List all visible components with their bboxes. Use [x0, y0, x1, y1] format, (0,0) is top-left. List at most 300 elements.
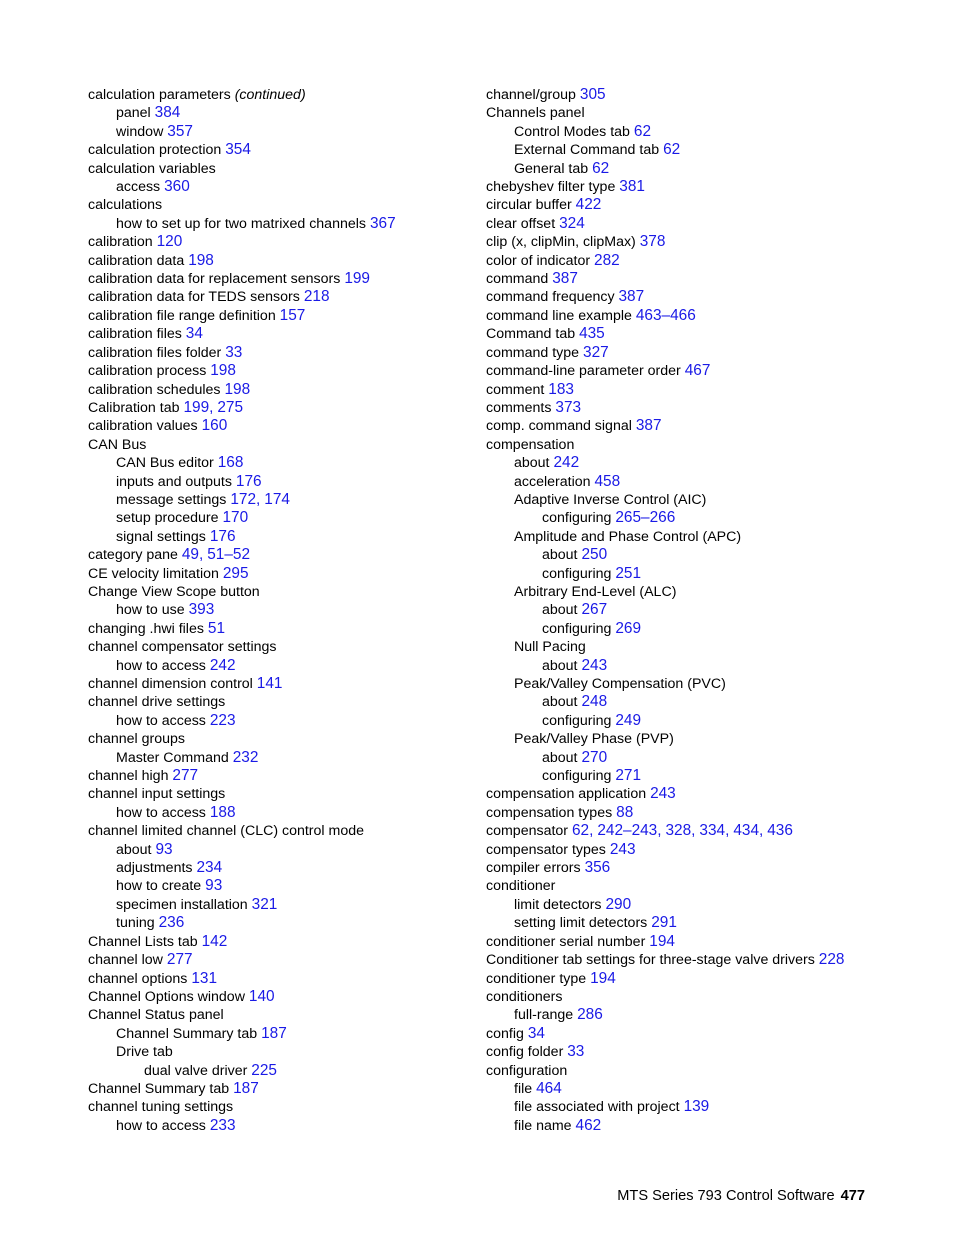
index-entry [88, 196, 468, 214]
index-entry [88, 473, 468, 491]
index-term: Arbitrary End-Level (ALC) [514, 583, 677, 600]
page-link[interactable]: 242 [553, 454, 580, 472]
page-link[interactable]: 249 [615, 711, 642, 729]
page-link[interactable]: 393 [188, 601, 215, 619]
page-link[interactable]: 334 [699, 822, 726, 840]
index-term: color of indicator [486, 252, 591, 269]
page-link[interactable]: 328 [665, 822, 692, 840]
index-entry [88, 822, 468, 840]
page-link[interactable]: 120 [156, 233, 183, 251]
index-entry [88, 804, 468, 822]
index-term: channel options [88, 970, 188, 987]
index-entry [486, 620, 926, 638]
page-link[interactable]: 277 [166, 951, 193, 969]
index-entry [486, 804, 926, 822]
index-entry [486, 1043, 926, 1061]
index-entry [88, 509, 468, 527]
page-link[interactable]: 269 [615, 619, 642, 637]
page-link[interactable]: 243 [609, 840, 636, 858]
page-link[interactable]: 194 [590, 969, 616, 987]
index-entry [486, 399, 926, 417]
page-link[interactable]: 275 [217, 398, 244, 416]
page-link[interactable]: 88 [616, 803, 634, 821]
index-term: access [116, 179, 161, 196]
index-entry [486, 546, 926, 564]
page-link[interactable]: 140 [248, 987, 275, 1005]
index-entry [486, 417, 926, 435]
page-link[interactable]: 435 [579, 325, 605, 343]
page-link[interactable]: 242–243 [597, 822, 658, 840]
index-term: calibration data for TEDS sensors [88, 289, 300, 306]
index-term: Conditioner tab settings for three-stage valve drivers [486, 952, 815, 969]
index-term: file name [514, 1117, 572, 1134]
page-link[interactable]: 236 [158, 914, 185, 932]
continued-note: (continued) [234, 87, 306, 103]
index-entry [486, 178, 926, 196]
index-term: command-line parameter order [486, 363, 681, 380]
page-link[interactable]: 250 [581, 546, 608, 564]
page-link[interactable]: 367 [369, 214, 396, 232]
page-link[interactable]: 270 [581, 748, 608, 766]
index-entry [486, 896, 926, 914]
page-link[interactable]: 228 [818, 951, 845, 969]
index-entry [88, 160, 468, 178]
index-term: compensation application [486, 786, 647, 803]
page-link[interactable]: 33 [567, 1043, 585, 1061]
index-term: configuring [542, 712, 612, 729]
index-entry [88, 583, 468, 601]
page-link[interactable]: 139 [683, 1098, 710, 1116]
index-term: CE velocity limitation [88, 565, 219, 582]
index-entry [88, 104, 468, 122]
page-link[interactable]: 93 [155, 840, 173, 858]
page-link[interactable]: 174 [264, 490, 290, 508]
index-term: clear offset [486, 215, 556, 232]
index-entry [88, 712, 468, 730]
index-entry [88, 749, 468, 767]
index-term: command type [486, 344, 580, 361]
index-entry [88, 215, 468, 233]
index-term: chebyshev filter type [486, 179, 616, 196]
index-entry [88, 730, 468, 748]
index-entry [486, 196, 926, 214]
index-term: Channels panel [486, 105, 585, 122]
index-entry [486, 1062, 926, 1080]
page-link[interactable]: 381 [619, 178, 645, 196]
page-link[interactable]: 188 [209, 803, 236, 821]
index-term: compiler errors [486, 860, 581, 877]
page-link[interactable]: 198 [188, 251, 214, 269]
index-entry [88, 785, 468, 803]
index-entry [486, 601, 926, 619]
page-link[interactable]: 305 [579, 86, 606, 103]
page-link[interactable]: 422 [575, 196, 602, 214]
index-term: setup procedure [116, 510, 219, 527]
page-link[interactable]: 176 [209, 527, 236, 545]
page-link[interactable]: 467 [684, 362, 711, 380]
index-term: window [116, 123, 164, 140]
page-number: 477 [840, 1188, 865, 1204]
page-link[interactable]: 286 [577, 1006, 603, 1024]
index-entry [88, 1098, 468, 1116]
index-entry [486, 123, 926, 141]
page-link[interactable]: 378 [639, 233, 666, 251]
page-link[interactable]: 464 [536, 1079, 562, 1097]
page-link[interactable]: 51–52 [207, 546, 251, 564]
index-entry [88, 767, 468, 785]
index-entry [88, 454, 468, 472]
index-term: adjustments [116, 860, 193, 877]
index-entry [486, 933, 926, 951]
page-link[interactable]: 131 [191, 969, 218, 987]
page-link[interactable]: 198 [224, 380, 251, 398]
page-link[interactable]: 243 [581, 656, 608, 674]
index-term: configuration [486, 1062, 568, 1079]
index-term: configuring [542, 768, 612, 785]
index-term: configuring [542, 620, 612, 637]
index-term: calibration values [88, 418, 198, 435]
index-entry [486, 491, 926, 509]
index-term: about [542, 749, 578, 766]
index-term: limit detectors [514, 896, 602, 913]
index-entry [486, 785, 926, 803]
page-footer [617, 1188, 865, 1204]
page-link[interactable]: 49 [181, 546, 199, 564]
index-term: command line example [486, 307, 632, 324]
index-term: CAN Bus editor [116, 455, 214, 472]
index-entry [88, 638, 468, 656]
page-link[interactable]: 194 [649, 932, 675, 950]
index-entry [486, 675, 926, 693]
index-entry [486, 914, 926, 932]
index-entry [88, 620, 468, 638]
index-entry: Calibration tab 199, 275 [88, 398, 244, 416]
index-term: how to access [116, 712, 206, 729]
page-link[interactable]: 93 [205, 877, 223, 895]
index-term: about [542, 694, 578, 711]
index-entry [486, 270, 926, 288]
index-term: how to set up for two matrixed channels [116, 215, 366, 232]
index-term: config folder [486, 1044, 564, 1061]
index-term: specimen installation [116, 896, 248, 913]
page-link[interactable]: 176 [235, 472, 262, 490]
index-term: compensator [486, 823, 569, 840]
index-term: command [486, 271, 549, 288]
index-entry [88, 325, 468, 343]
index-term: config [486, 1025, 524, 1042]
index-entry [486, 712, 926, 730]
index-term: calibration data [88, 252, 185, 269]
index-term: conditioner [486, 878, 556, 895]
index-term: Adaptive Inverse Control (AIC) [514, 491, 707, 508]
page-link[interactable]: 234 [196, 859, 223, 877]
index-term: calibration schedules [88, 381, 221, 398]
page-link[interactable]: 233 [209, 1116, 236, 1134]
index-term: General tab [514, 160, 589, 177]
page-link[interactable]: 33 [225, 343, 243, 361]
index-term: message settings [116, 491, 227, 508]
index-term: comment [486, 381, 545, 398]
index-term: Master Command [116, 749, 229, 766]
index-term: Drive tab [116, 1044, 173, 1061]
index-term: tuning [116, 915, 155, 932]
index-entry [88, 1025, 468, 1043]
page-link[interactable]: 458 [594, 472, 621, 490]
index-entry [486, 509, 926, 527]
index-term: how to access [116, 657, 206, 674]
index-term: calculations [88, 197, 163, 214]
page-link[interactable]: 62 [592, 159, 610, 177]
index-entry [88, 178, 468, 196]
index-term: compensation types [486, 804, 613, 821]
index-term: Change View Scope button [88, 583, 260, 600]
index-term: Channel Options window [88, 988, 245, 1005]
index-entry [486, 528, 926, 546]
index-term: acceleration [514, 473, 591, 490]
index-term: compensator types [486, 841, 606, 858]
index-entry [88, 988, 468, 1006]
index-entry [486, 730, 926, 748]
index-entry [88, 914, 468, 932]
page-link[interactable]: 267 [581, 601, 608, 619]
index-term: circular buffer [486, 197, 572, 214]
index-entry [88, 933, 468, 951]
page-link[interactable]: 225 [251, 1061, 277, 1079]
page-link[interactable]: 463–466 [635, 306, 696, 324]
page-link[interactable]: 387 [618, 288, 645, 306]
index-term: about [542, 657, 578, 674]
index-entry [88, 1043, 468, 1061]
index-entry [88, 288, 468, 306]
page-link[interactable]: 271 [615, 767, 642, 785]
index-entry [486, 638, 926, 656]
index-entry [486, 325, 926, 343]
page-link[interactable]: 199 [344, 270, 370, 288]
page-link[interactable]: 218 [303, 288, 330, 306]
index-term: comments [486, 399, 552, 416]
page-link[interactable]: 462 [575, 1116, 602, 1134]
index-entry: compensator 62, 242–243, 328, 334, 434, 436 [486, 822, 793, 840]
page-link[interactable]: 160 [201, 417, 228, 435]
index-entry [88, 601, 468, 619]
index-entry [486, 381, 926, 399]
page-link[interactable]: 187 [233, 1079, 259, 1097]
page-link[interactable]: 170 [222, 509, 249, 527]
index-entry [486, 473, 926, 491]
index-entry [88, 362, 468, 380]
index-entry [486, 951, 926, 969]
index-entry [486, 454, 926, 472]
page-link[interactable]: 327 [583, 343, 609, 361]
page-link[interactable]: 354 [225, 141, 251, 159]
page-link[interactable]: 62 [571, 822, 590, 840]
index-entry [88, 859, 468, 877]
index-entry [486, 160, 926, 178]
index-term: channel tuning settings [88, 1099, 234, 1116]
page-link[interactable]: 232 [232, 748, 259, 766]
index-term: channel dimension control [88, 676, 253, 692]
index-entry [88, 970, 468, 988]
page-link[interactable]: 387 [635, 417, 662, 435]
index-term: conditioner serial number [486, 933, 646, 950]
index-entry: message settings 172, 174 [116, 490, 290, 508]
index-entry [88, 1117, 468, 1135]
index-term: about [514, 455, 550, 472]
index-term: changing .hwi files [88, 620, 204, 637]
index-term: channel high [88, 768, 169, 785]
index-term: Channel Summary tab [116, 1025, 258, 1042]
index-entry [486, 693, 926, 711]
index-term: Null Pacing [514, 639, 586, 656]
index-term: category pane [88, 547, 178, 564]
page-link[interactable]: 357 [167, 122, 193, 140]
page-link[interactable]: 242 [209, 656, 236, 674]
page-link[interactable]: 251 [615, 564, 642, 582]
index-term: Calibration tab [88, 399, 180, 416]
page-link[interactable]: 34 [527, 1024, 545, 1042]
index-term: calibration files [88, 326, 182, 343]
index-entry [486, 288, 926, 306]
index-term: Peak/Valley Compensation (PVC) [514, 676, 726, 692]
index-term: panel [116, 105, 151, 122]
index-term: how to create [116, 878, 202, 895]
index-term: how to use [116, 602, 185, 619]
page-link[interactable]: 248 [581, 693, 608, 711]
index-term: External Command tab [514, 142, 660, 159]
index-entry [486, 86, 926, 104]
footer-title: MTS Series 793 Control Software [617, 1188, 835, 1204]
index-entry [486, 657, 926, 675]
page-link[interactable]: 168 [217, 454, 244, 472]
page-link[interactable]: 187 [261, 1024, 287, 1042]
index-term: full-range [514, 1007, 574, 1024]
index-entry [486, 988, 926, 1006]
index-entry [486, 749, 926, 767]
index-term: Channel Lists tab [88, 933, 198, 950]
index-term: Channel Summary tab [88, 1080, 230, 1097]
index-entry [88, 1006, 468, 1024]
index-entry [88, 381, 468, 399]
index-entry [88, 1062, 468, 1080]
index-term: CAN Bus [88, 436, 147, 453]
page-link[interactable]: 295 [222, 564, 249, 582]
index-term: about [542, 602, 578, 619]
index-entry [88, 86, 468, 104]
page-link[interactable]: 223 [209, 711, 236, 729]
page-link[interactable]: 172 [230, 490, 257, 508]
index-entry [486, 362, 926, 380]
page-link[interactable]: 290 [605, 895, 632, 913]
index-term: file associated with project [514, 1099, 680, 1116]
index-entry [88, 270, 468, 288]
index-column-right [486, 86, 926, 1135]
index-entry [88, 896, 468, 914]
page-link[interactable]: 51 [207, 619, 226, 637]
index-term: clip (x, clipMin, clipMax) [486, 234, 636, 251]
page-link[interactable]: 62 [633, 122, 652, 140]
index-term: how to access [116, 804, 206, 821]
index-entry [88, 233, 468, 251]
index-term: channel groups [88, 731, 186, 748]
index-term: channel limited channel (CLC) control mode [88, 823, 365, 840]
page-link[interactable]: 265–266 [615, 509, 676, 527]
index-term: inputs and outputs [116, 473, 232, 490]
page-link[interactable]: 324 [559, 214, 585, 232]
page-link[interactable]: 34 [185, 325, 203, 343]
index-term: signal settings [116, 528, 206, 545]
page-link[interactable]: 243 [650, 785, 676, 803]
index-entry [486, 252, 926, 270]
page-link[interactable]: 387 [552, 270, 578, 288]
index-term: file [514, 1080, 533, 1097]
index-term: compensation [486, 436, 575, 453]
index-term: channel compensator settings [88, 639, 277, 656]
index-entry [88, 123, 468, 141]
page-link[interactable]: 199 [183, 398, 210, 416]
index-entry [486, 859, 926, 877]
page-link[interactable]: 321 [251, 895, 278, 913]
page-link[interactable]: 198 [210, 362, 236, 380]
page-link[interactable]: 384 [154, 104, 181, 122]
index-term: calculation protection [88, 142, 222, 159]
page-link[interactable]: 373 [555, 398, 582, 416]
index-entry [486, 1098, 926, 1116]
index-term: calibration data for replacement sensors [88, 271, 341, 288]
index-entry [88, 307, 468, 325]
index-entry [88, 841, 468, 859]
index-entry [486, 307, 926, 325]
index-term: channel low [88, 952, 163, 969]
index-entry [88, 252, 468, 270]
index-entry [486, 841, 926, 859]
index-term: comp. command signal [486, 418, 632, 435]
page-link[interactable]: 141 [256, 675, 283, 692]
index-term: Command tab [486, 326, 576, 343]
index-entry [486, 1025, 926, 1043]
index-entry [486, 767, 926, 785]
page-link[interactable]: 157 [279, 306, 306, 324]
page-link[interactable]: 277 [172, 767, 199, 785]
index-entry [88, 951, 468, 969]
page-link[interactable]: 291 [651, 914, 677, 932]
page-link[interactable]: 436 [767, 822, 793, 840]
index-entry [88, 657, 468, 675]
page-link[interactable]: 360 [164, 178, 190, 196]
index-entry [88, 436, 468, 454]
index-term: command frequency [486, 289, 615, 306]
index-term: conditioner type [486, 970, 587, 987]
page-link[interactable]: 356 [584, 859, 611, 877]
index-entry [88, 877, 468, 895]
index-entry [486, 877, 926, 895]
index-entry [88, 344, 468, 362]
index-term: calculation variables [88, 160, 216, 177]
page-link[interactable]: 434 [733, 822, 760, 840]
index-entry [88, 417, 468, 435]
index-entry [88, 565, 468, 583]
index-term: conditioners [486, 988, 563, 1005]
page-link[interactable]: 62 [663, 141, 681, 159]
index-term: calibration files folder [88, 344, 222, 361]
index-entry [486, 1117, 926, 1135]
page-link[interactable]: 142 [201, 932, 228, 950]
page-link[interactable]: 183 [548, 380, 574, 398]
index-entry [486, 970, 926, 988]
index-entry [88, 141, 468, 159]
index-term: channel drive settings [88, 694, 226, 711]
index-term: about [542, 547, 578, 564]
page-link[interactable]: 282 [594, 251, 620, 269]
